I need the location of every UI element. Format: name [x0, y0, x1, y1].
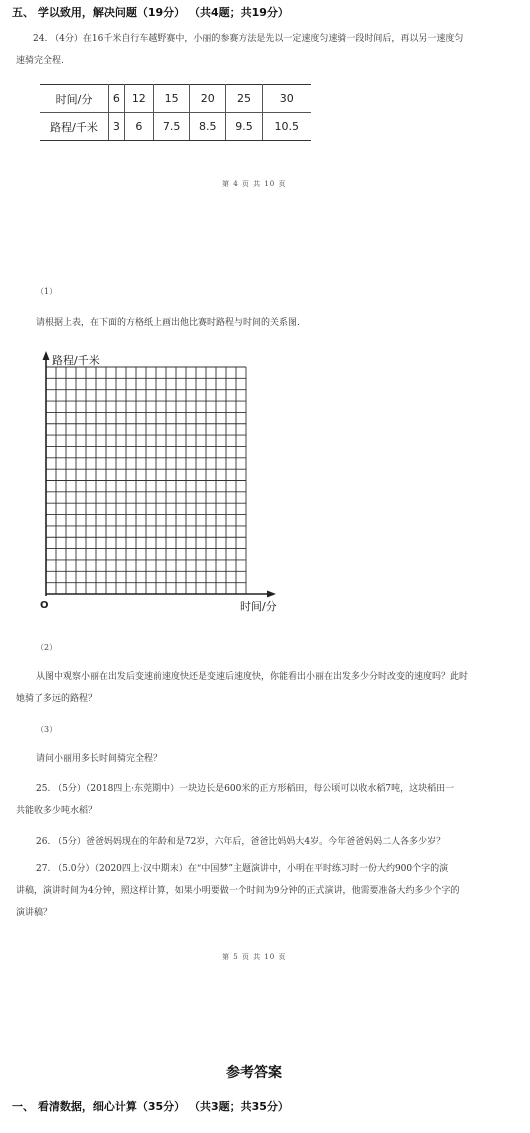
- question-26-text: 26. （5分）爸爸妈妈现在的年龄和是72岁，六年后，爸爸比妈妈大4岁。今年爸爸妈妈二人各多少岁？: [36, 837, 446, 847]
- table-cell: 8.5: [190, 113, 226, 141]
- subquestion-text: 请根据上表，在下面的方格纸上画出他比赛时路程与时间的关系图.: [36, 318, 300, 328]
- row-header: 路程/千米: [40, 113, 109, 141]
- answers-title: 参考答案: [226, 1065, 282, 1081]
- table-cell: 3: [109, 113, 125, 141]
- subquestion-line: 从图中观察小丽在出发后变速前速度快还是变速后速度快，你能看出小丽在出发多少分时改变的速度吗？此时: [36, 672, 469, 682]
- y-axis-label: 路程/千米: [52, 354, 100, 367]
- grid-paper: [30, 348, 300, 618]
- data-table: [40, 84, 311, 141]
- grid-lines: [46, 367, 246, 594]
- table-cell: 9.5: [226, 113, 262, 141]
- x-axis-arrow: [267, 591, 276, 598]
- table-cell: 7.5: [153, 113, 189, 141]
- y-axis-arrow: [43, 351, 50, 360]
- table-cell: 10.5: [262, 113, 311, 141]
- table-cell: 25: [226, 85, 262, 113]
- table-cell: 6: [124, 113, 153, 141]
- question-27-line2: 讲稿，演讲时间为4分钟，照这样计算，如果小明要做一个时间为9分钟的正式演讲，他需要准备大约多少个字的: [16, 886, 460, 896]
- table-cell: 30: [262, 85, 311, 113]
- subquestion-number: （1）: [36, 287, 58, 296]
- answers-section-heading: 一、 看清数据，细心计算（35分） （共3题；共35分）: [12, 1100, 289, 1113]
- table-row: [40, 113, 311, 141]
- question-24-line1: 24. （4分）在16千米自行车越野赛中，小丽的参赛方法是先以一定速度匀速骑一段时间后，再以另一速度匀: [33, 34, 464, 44]
- question-25-line1: 25. （5分）（2018四上·东莞期中）一块边长是600米的正方形稻田，每公顷可以收水稻7吨，这块稻田一: [36, 784, 455, 794]
- table-row: [40, 85, 311, 113]
- question-25-text: [16, 778, 516, 822]
- subquestion-line: 她骑了多远的路程？: [16, 694, 98, 704]
- table-cell: 6: [109, 85, 125, 113]
- x-axis-label: 时间/分: [240, 600, 277, 613]
- subquestion-text: 请问小丽用多长时间骑完全程？: [36, 754, 163, 764]
- page-footer: 第 5 页 共 10 页: [222, 953, 287, 961]
- section-heading: 五、 学以致用，解决问题（19分） （共4题；共19分）: [12, 6, 289, 19]
- question-27-text: [16, 858, 516, 924]
- table-cell: 12: [124, 85, 153, 113]
- table-cell: 15: [153, 85, 189, 113]
- question-27-line1: 27. （5.0分）（2020四上·汉中期末）在“中国梦”主题演讲中，小明在平时练习时一份大约900个字的演: [36, 864, 449, 874]
- subquestion-number: （3）: [36, 725, 58, 734]
- question-27-line3: 演讲稿？: [16, 908, 53, 918]
- question-24-text: [16, 28, 523, 72]
- subquestion-text: [16, 666, 516, 710]
- row-header: 时间/分: [40, 85, 109, 113]
- origin-label: O: [40, 600, 49, 611]
- question-24-line2: 速骑完全程.: [16, 56, 64, 66]
- page-footer: 第 4 页 共 10 页: [222, 180, 287, 188]
- question-25-line2: 共能收多少吨水稻？: [16, 806, 98, 816]
- subquestion-number: （2）: [36, 643, 58, 652]
- table-cell: 20: [190, 85, 226, 113]
